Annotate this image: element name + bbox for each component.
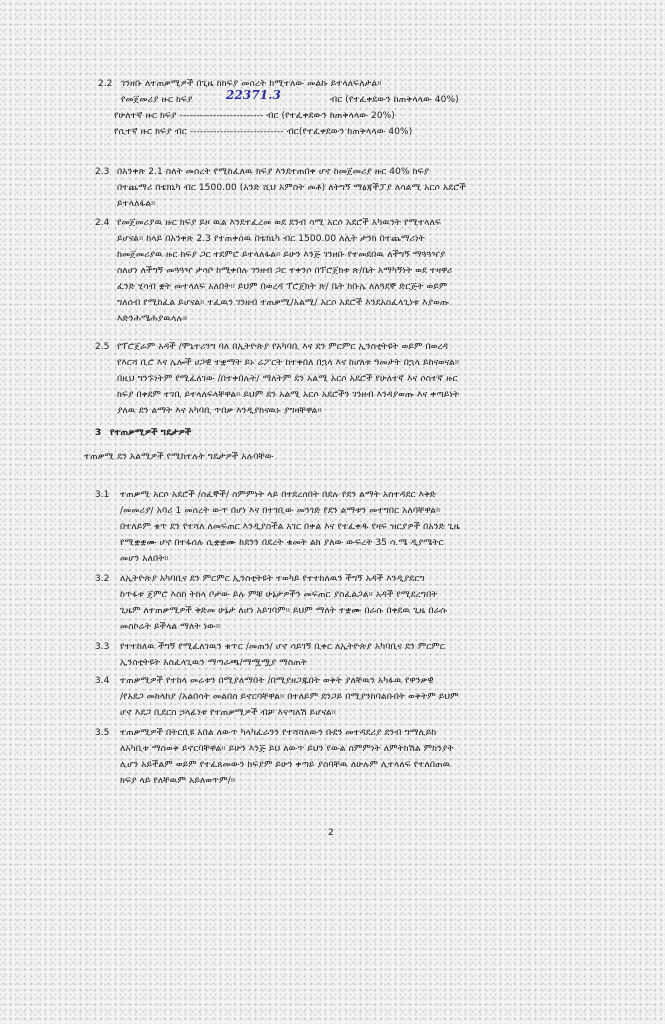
duty-line: ለኢትዮጵያ አካባቢና ደን ምርምር ኢንስቲትዩት ተወካይ የተተከለዉን ችግኝ አዳች እንዲያደርግ — [120, 574, 425, 584]
section-line: የሲተኛ ዙር ክፍያ ብር ---------------------------- ብር(የተፈቀደውን ከጠቅላላው 40%) — [114, 127, 413, 137]
section-line: ግለሰብ የሚከፈል ይሆናል። ተፈዉን ገንዘብ ተጠቃሚ/አልሚ/ አርሶ አደሮች እንደአስፈላጊነቱ እያወጡ — [117, 298, 450, 308]
handwritten-amount: 22371.3 — [226, 90, 281, 101]
section-line: ብር (የተፈቀደውን ከጠቅላላው 40%) — [330, 95, 459, 105]
section-number: 2.3 — [95, 167, 110, 177]
section-number: 2.4 — [95, 218, 110, 228]
section-line: በአንቀጽ 2.1 ስለት መሰረት የሚከፈለዉ ክፍያ እንደተጠበቀ ሆኖ ከመጀመሪያ ዙር 40% ክፍያ — [117, 167, 430, 177]
duty-number: 3.3 — [95, 642, 110, 652]
duties-subheading: ተጠቃሚ ደን አልሚዎች የሚከተሉት ግዴታዎች አሉባቸው — [84, 452, 274, 462]
duty-number: 3.2 — [95, 574, 110, 584]
duty-number: 3.4 — [95, 676, 110, 686]
duty-line: ተጠቃሚዎች በትርቢዩ አበል ለውጥ ካላካፈራንን የተሻሻለውን ቡደን መተዳደሪያ ደንብ ግማሊይከ — [120, 728, 437, 738]
duty-line: ተጠቃሚዎች የተከላ መሬቱን በሚያለማበት /በሚያዘጋጁበት ወቅት ያለቸዉን አካፋዉ የዋንቃዊ — [120, 676, 434, 686]
section-line: የመጀመሪያዉ ዙር ክፍያ ይዞ ዉል እንደተፈረመ ወደ ደንብ ሳሚ አርሶ አደሮች አካዉንት የሚተላለፍ — [117, 218, 442, 228]
duty-line: የሚቋቋሙ ሆኖ በተፋሰሉ ሲቋቋሙ ከደንን በደረት ቁመት ልክ ያለው ውፍረት 35 ሳ.ሜ ዲያሜትር — [120, 538, 444, 548]
duty-line: ሊሆን አይችልም ወይም የተፈጸመውን ክፍያም ይሁን ቀጣይ ያስባቸዉ ለሁሉም ሊተላለፍ የተለበጠዉ — [120, 760, 451, 770]
duty-line: /መመሪያ/ አባሪ 1 መሰረት ውጥ በሆነ እና በተገቢው መንገድ የደን ልማቱን መተግበር አለባቸዋል። — [120, 506, 441, 516]
section-number: 3 — [95, 428, 102, 438]
duty-line: ጊዜም ለተጠቃሚዎች ቅድመ ሁኔታ ለሆነ አይገባም። ይህም ማለት ተቋሙ በራሱ በቀደዉ ጊዜ በራሱ — [120, 606, 448, 616]
section-heading: የተጠቃሚዎች ግዴታዎች — [110, 428, 192, 438]
duty-line: ክፍያ ላይ የለቸዉም አይለወጥም/። — [120, 776, 236, 786]
duty-line: መሆን አለበት። — [120, 554, 169, 564]
duty-line: ለአካቢቱ ማስወቅ ይኖርባቸዋል። ይሁን እንጅ ይህ ለውጥ ይህን የውል ስምምነት ለምትክሽል ምክንያት — [120, 744, 454, 754]
section-line: የፕሮጀራም አዳች /ሞኒተሪንግ ባለ በኢትዮጵያ የአካባቢ እና ደን ምርምር ኢንስቲትዩት ወይም በወረዳ — [117, 342, 449, 352]
section-number: 2.2 — [98, 79, 113, 89]
section-line: ገንዘቡ ለተጠቃሚዎች በጊዜ ከክፍያ መሰረት ከሚተለው መልኩ ይተላለፍለታል። — [121, 79, 382, 89]
section-line: ይሆናል። ከላይ በአንቀጽ 2.3 የተጠቀሰዉ በቴክኒካ ብር 1500.00 ለሊት ታንክ በተጨማሪነት — [117, 234, 425, 244]
section-line: የእርሻ ቢሮ እና ሌሎች ሀጋዊ ተቋማት ይኑ ሬፖርት ከተቀበለ በኋላ እና ከሆለቱ ዓመታት በኋላ ይከናወናል። — [117, 358, 460, 368]
duty-number: 3.5 — [95, 728, 110, 738]
section-line: ፈንድ ሂሳብ ቋት መተላለፍ አለበት። ይህም በወረዳ ፕሮጀክት ጽ/ ቤት ከቡሌ ለለጓደኞ ድርጅት ወይም — [117, 282, 448, 292]
duty-line: በተለይም ቁጥ ደን የተሻለ ለመፍጠር እንዲያስችል አገር በቀል እና የተፈቀዱ የዛፍ ዝርያዎች በአንድ ጊዜ — [120, 522, 460, 532]
section-line: ከመጀመሪያዉ ዙር ክፍያ ጋር ተደምሮ ይተላለፋል። ይሁን እንጅ ገንዘቡ የተመደበዉ ለችግኝ ማጓጓዣያ — [117, 250, 446, 260]
section-line: የሁለተኛ ዙር ክፍያ ------------------------- ብር (የተፈቀደውን ከጠቅላላው 20%) — [114, 111, 395, 121]
section-number: 2.5 — [95, 342, 110, 352]
duty-line: ከጥፋቱ ጀምሮ እስከ ትከላ ቦታው ይሉ ምቹ ሁኔታዎችን መፍጠር ያስፈልጋል። አዳች የሚደረግበት — [120, 590, 438, 600]
section-line: በተጨማሪ በቴክኒካ ብር 1500.00 (አንድ ሺህ አምስት መቶ) ለትግኝ ማፅጃችፓያ ለሳልሚ አርሶ አደሮች — [117, 183, 466, 193]
duty-line: ተጠቃሚ አርሶ አደሮች /ሰፈኞች/ ስምምነት ላይ በተደረሰበት በደሉ የደን ልማት አስተዳደር እቅድ — [120, 490, 437, 500]
section-line: ስለሆነ ለችግኝ መጓጓዣ ታሳቦ ከሚቀበሉ ገንዘብ ጋር ተቀንሶ በፕሮጀክቱ ጽ/ቤት አማካኝነት ወደ ተዛዋሪ — [117, 266, 453, 276]
section-line: በዚህ ግንኙነትም የሚፈለገው /በተቀበሉት/ ማለትም ደን አልሚ አርሶ አደሮች የሁለተኛ እና ሶስተኛ ዙር — [117, 374, 458, 384]
duty-line: ኢንስቲትዩት አስፈላጊዉን ማጣራጫ/ማሟሟያ ማስጠት — [120, 658, 308, 668]
duty-line: መስኮሬት ይችላል ማለት ነው። — [120, 622, 221, 632]
duty-line: /የአደጋ መከላከያ /አልበሳት መልበስ ይኖርባቸዋል። በተለይም ደንጋይ በሚያንከባልቡበት ወቅትም ይህም — [120, 692, 459, 702]
section-line: ክፍያ በቀደም ተገቢ ይተላለፍላቸዋል። ይህም ደን አልሚ አርሶ አደሮችን ገንዘብ እንዳያወጡ እና ቀጣይነት — [117, 390, 460, 400]
duty-line: ሆኖ እደጋ ቢደርስ ኃላፊነቱ የተጠቃሚዎች ብቻ እናጣለሽ ይሆናል። — [120, 708, 336, 718]
section-line: የመጀመሪያ ዙር ክፍያ — [121, 95, 193, 105]
duty-line: የተተከለዉ ችግኝ የሚፈለገዉን ቁጥር /መጠን/ ሆኖ ሳይገኝ ቢቀር ለኢትዮጵያ አካባቢና ደን ምርምር — [120, 642, 445, 652]
page-number: 2 — [328, 828, 334, 838]
section-line: እድንሕሜሕያዉላሉ። — [117, 314, 188, 324]
section-line: ያለዉ ደን ልማት እና አካባቢ ጥበቃ እንዲያከናዉኑ ያግዛቸዋል። — [117, 406, 322, 416]
duty-number: 3.1 — [95, 490, 110, 500]
section-line: ይተላለፋል። — [117, 199, 156, 209]
